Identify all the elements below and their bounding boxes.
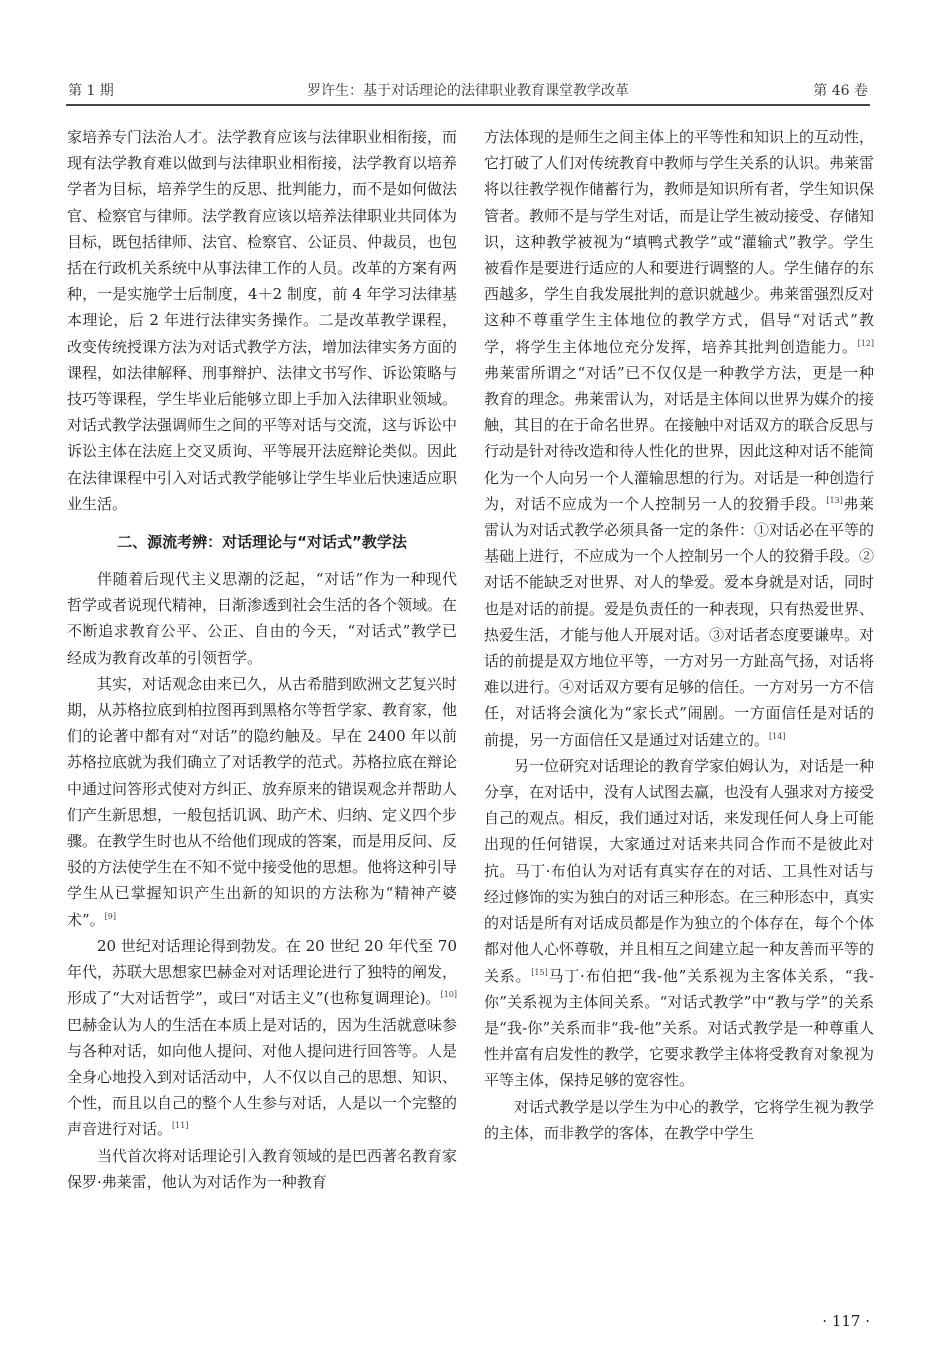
paragraph: 家培养专门法治人才。法学教育应该与法律职业相衔接，而现有法学教育难以做到与法律职业相衔接，法学教育以培养学者为目标，培养学生的反思、批判能力，而不是如何做法官、检察官与律师。法学教育应该以培养法律职业共同体为目标，既包括律师、法官、检察官、公证员、仲裁员，也包括在行政机关系统中从事法律工作的人员。改革的方案有两种，一是实施学士后制度，4＋2 制度，前 4 年学习法律基本理论，后 2 年进行法律实务操作。二是改革教学课程，改变传统授课方法为对话式教学方法，增加法律实务方面的课程，如法律解释、刑事辩护、法律文书写作、诉讼策略与技巧等课程，学生毕业后能够立即上手加入法律职业领域。对话式教学法强调师生之间的平等对话与交流，这与诉讼中诉讼主体在法庭上交叉质询、平等展开法庭辩论类似。因此在法律课程中引入对话式教学能够让学生毕业后快速适应职业生活。 <box>67 128 458 513</box>
paragraph <box>67 933 457 1143</box>
paragraph-text: 其实，对话观念由来已久，从古希腊到欧洲文艺复兴时期，从苏格拉底到柏拉图再到黑格尔等哲学家、教育家，他们的论著中都有对“对话”的隐约触及。早在 2400 年以前苏格拉底就为我们确立了对话教学的范式。苏格拉底在辩论中通过问答形式使对方纠正、放弃原来的错误观念并帮助人们产生新思想，一般包括讥讽、助产术、归纳、定义四个步骤。在教学生时也从不给他们现成的答案，而是用反问、反驳的方法使学生在不知不觉中接受他的思想。他将这种引导学生从已掌握知识产生出新的知识的方法称为“精神产婆术”。 <box>67 674 458 929</box>
paragraph-text: 弗莱雷所谓之“对话”已不仅仅是一种教学方法，更是一种教育的理念。弗莱雷认为，对话是主体间以世界为媒介的接触，其目的在于命名世界。在接触中对话双方的联合反思与行动是针对待改造和待人性化的世界，因此这种对话不能简化为一个人向另一个人灌输思想的行为。对话是一种创造行为，对话不应成为一个人控制另一人的狡猾手段。 <box>484 363 875 513</box>
article-running-title: 罗许生：基于对话理论的法律职业教育课堂教学改革 <box>307 83 629 99</box>
paragraph <box>484 124 874 753</box>
section-heading: 二、源流考辨：对话理论与“对话式”教学法 <box>117 533 407 552</box>
citation-ref[interactable]: [14] <box>769 731 786 741</box>
paragraph-text: 马丁·布伯把“我-他”关系视为主客体关系，“我-你”关系视为主体间关系。“对话式教学”中“教与学”的关系是“我-你”关系而非“我-他”关系。对话式教学是一种尊重人性并富有启发性的教学，它要求教学主体将受教育对象视为平等主体，保持足够的宽容性。 <box>484 966 875 1090</box>
running-header <box>68 80 868 106</box>
citation-ref[interactable]: [12] <box>857 338 874 348</box>
paragraph: 当代首次将对话理论引入教育领域的是巴西著名教育家保罗·弗莱雷，他认为对话作为一种教育 <box>67 1146 458 1191</box>
paragraph-text: 另一位研究对话理论的教育学家伯姆认为，对话是一种分享，在对话中，没有人试图去赢，也没有人强求对方接受自己的观点。相反，我们通过对话，来发现任何人身上可能出现的任何错误，大家通过对话来共同合作而不是彼此对抗。马丁·布伯认为对话有真实存在的对话、工具性对话与经过修饰的实为独白的对话三种形态。在三种形态中，真实的对话是所有对话成员都是作为独立的个体存在，每个个体都对他人心怀尊敬，并且相互之间建立起一种友善而平等的关系。 <box>484 756 875 985</box>
issue-number: 第 1 期 <box>68 83 114 99</box>
right-column <box>484 124 874 1146</box>
paragraph-text: 巴赫金认为人的生活在本质上是对话的，因为生活就意味参与各种对话，如向他人提问、对他人提问进行回答等。人是全身心地投入到对话活动中，人不仅以自己的思想、知识、个性，而且以自己的整个人生参与对话，人是以一个完整的声音进行对话。 <box>67 1015 458 1139</box>
header-rule <box>66 104 870 106</box>
paragraph-text: 方法体现的是师生之间主体上的平等性和知识上的互动性，它打破了人们对传统教育中教师与学生关系的认识。弗莱雷将以往教学视作储蓄行为，教师是知识所有者，学生知识保管者。教师不是与学生对话，而是让学生被动接受、存储知识，这种教学被视为“填鸭式教学”或“灌输式”教学。学生被看作是要进行适应的人和要进行调整的人。学生储存的东西越多，学生自我发展批判的意识就越少。弗莱雷强烈反对这种不尊重学生主体地位的教学方式，倡导“对话式”教学，将学生主体地位充分发挥，培养其批判创造能力。 <box>484 128 875 356</box>
citation-ref[interactable]: [9] <box>104 911 117 921</box>
paragraph-text: 20 世纪对话理论得到勃发。在 20 世纪 20 年代至 70 年代，苏联大思想家巴赫金对对话理论进行了独特的阐发，形成了“大对话哲学”，或曰“对话主义”(也称复调理论)。 <box>67 936 458 1008</box>
citation-ref[interactable]: [13] <box>826 495 843 505</box>
left-column <box>67 124 457 1195</box>
volume-number: 第 46 卷 <box>813 83 868 99</box>
paragraph: 伴随着后现代主义思潮的泛起，“对话”作为一种现代哲学或者说现代精神，日渐渗透到社会生活的各个领域。在不断追求教育公平、公正、自由的今天，“对话式”教学已经成为教育改革的引领哲学。 <box>67 570 458 667</box>
paragraph: 对话式教学是以学生为中心的教学，它将学生视为教学的主体，而非教学的客体，在教学中学生 <box>484 1097 875 1142</box>
citation-ref[interactable]: [10] <box>440 990 457 1000</box>
citation-ref[interactable]: [15] <box>531 967 548 977</box>
paragraph-text: 弗莱雷认为对话式教学必须具备一定的条件：①对话必在平等的基础上进行，不应成为一个人控制另一个人的狡猾手段。②对话不能缺乏对世界、对人的挚爱。爱本身就是对话，同时也是对话的前提。爱是负责任的一种表现，只有热爱世界、热爱生活，才能与他人开展对话。③对话者态度要谦卑。对话的前提是双方地位平等，一方对另一方趾高气扬，对话将难以进行。④对话双方要有足够的信任。一方对另一方不信任，对话将会演化为“家长式”闹剧。一方面信任是对话的前提，另一方面信任又是通过对话建立的。 <box>484 494 875 749</box>
page-number: · 117 · <box>822 1312 870 1330</box>
citation-ref[interactable]: [11] <box>172 1121 189 1131</box>
paragraph <box>484 753 874 1094</box>
paragraph <box>67 671 457 933</box>
